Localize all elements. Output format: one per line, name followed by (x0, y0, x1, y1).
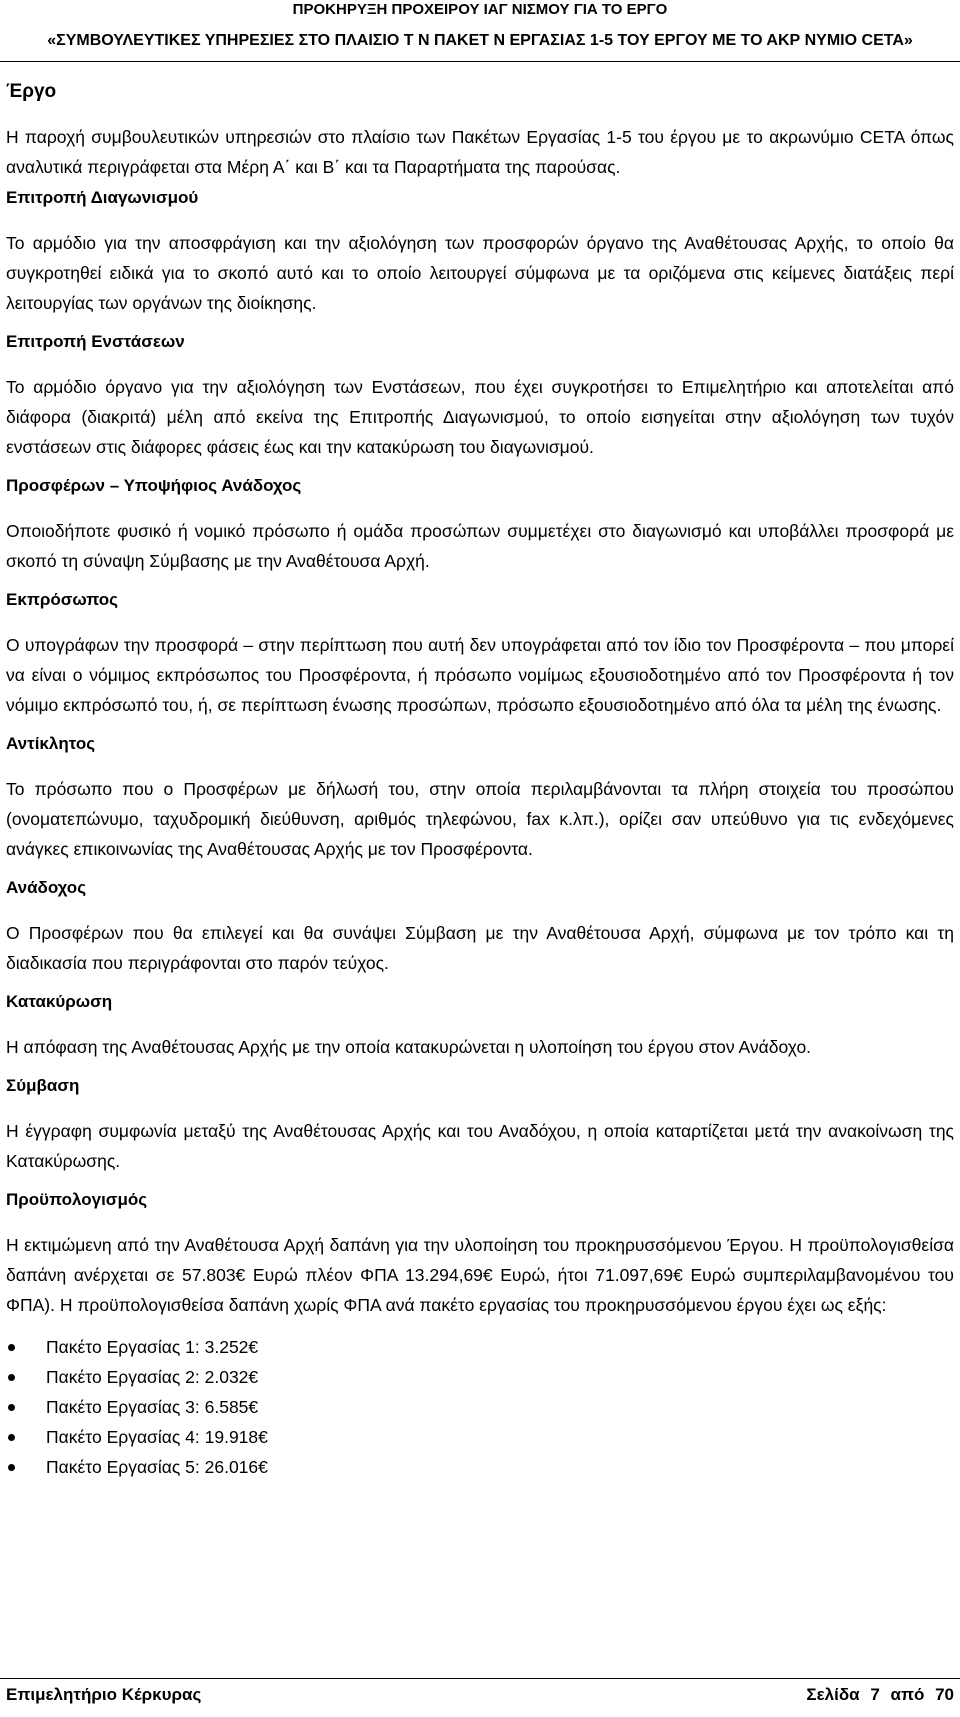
section-text-ergo: Η παροχή συμβουλευτικών υπηρεσιών στο πλαίσιο των Πακέτων Εργασίας 1-5 του έργου με το ακρωνύμιο CETA όπως αναλυτικά περιγράφεται στα Μέρη Α΄ και Β΄ και τα Παραρτήματα της παρούσας. (6, 127, 954, 177)
section-text-antikletos: Το πρόσωπο που ο Προσφέρων με δήλωσή του, στην οποία περιλαμβάνονται τα πλήρη στοιχεία του προσώπου (ονοματεπώνυμο, ταχυδρομική διεύθυνση, αριθμός τηλεφώνου, fax κ.λπ.), ορίζει σαν υπεύθυνο για τις ενδεχόμενες ανάγκες επικοινωνίας της Αναθέτουσας Αρχής με τον Προσφέροντα. (6, 779, 954, 859)
work-package-1: Πακέτο Εργασίας 1: 3.252€ (46, 1337, 259, 1357)
section-text-epitropi-diagonismou: Το αρμόδιο για την αποσφράγιση και την αξιολόγηση των προσφορών όργανο της Αναθέτουσας Αρχής, το οποίο θα συγκροτηθεί ειδικά για το σκοπό αυτό και το οποίο λειτουργεί σύμφωνα με τα οριζόμενα στις κείμενες διατάξεις περί λειτουργίας των οργάνων της διοίκησης. (6, 233, 954, 313)
section-title-proypologismos: Προϋπολογισμός (6, 1190, 148, 1209)
section-text-anadoxos: Ο Προσφέρων που θα επιλεγεί και θα συνάψει Σύμβαση με την Αναθέτουσα Αρχή, σύμφωνα με τον τρόπο και τη διαδικασία που περιγράφονται στο παρόν τεύχος. (6, 923, 954, 973)
section-title-epitropi-enstaseon: Επιτροπή Ενστάσεων (6, 332, 185, 351)
section-title-katakyrosi: Κατακύρωση (6, 992, 113, 1011)
bullet-icon (8, 1464, 15, 1471)
footer-divider (0, 1678, 960, 1679)
section-text-katakyrosi: Η απόφαση της Αναθέτουσας Αρχής με την οποία κατακυρώνεται η υλοποίηση του έργου στον Ανάδοχο. (6, 1037, 812, 1057)
document-body (6, 80, 954, 1482)
section-title-antikletos: Αντίκλητος (6, 734, 96, 753)
section-text-ekprosopos: Ο υπογράφων την προσφορά – στην περίπτωση που αυτή δεν υπογράφεται από τον ίδιο τον Προσφέροντα – που μπορεί να είναι ο νόμιμος εκπρόσωπος του Προσφέροντα, ή πρόσωπο νομίμως εξουσιοδοτημένο από τον Προσφέροντα ή τον νόμιμο εκπρόσωπό του, ή, σε περίπτωση ένωσης προσώπων, πρόσωπο εξουσιοδοτημένο από όλα τα μέλη της ένωσης. (6, 635, 954, 715)
list-item (6, 1392, 954, 1422)
list-item (6, 1452, 954, 1482)
work-package-5: Πακέτο Εργασίας 5: 26.016€ (46, 1457, 268, 1477)
header-title: ΠΡΟΚΗΡΥΞΗ ΠΡΟΧΕΙΡΟΥ ΙΑΓ ΝΙΣΜΟΥ ΓΙΑ ΤΟ ΕΡΓΟ (292, 1, 668, 18)
list-item (6, 1362, 954, 1392)
section-text-prosferon: Οποιοδήποτε φυσικό ή νομικό πρόσωπο ή ομάδα προσώπων συμμετέχει στο διαγωνισμό και υποβάλλει προσφορά με σκοπό τη σύναψη Σύμβασης με την Αναθέτουσα Αρχή. (6, 521, 954, 571)
header-divider (0, 61, 960, 62)
section-title-anadoxos: Ανάδοχος (6, 878, 87, 897)
footer-organization: Επιμελητήριο Κέρκυρας (6, 1685, 202, 1704)
section-text-symvasi: Η έγγραφη συμφωνία μεταξύ της Αναθέτουσας Αρχής και του Αναδόχου, η οποία καταρτίζεται μετά την ανακοίνωση της Κατακύρωσης. (6, 1121, 954, 1171)
work-package-4: Πακέτο Εργασίας 4: 19.918€ (46, 1427, 268, 1447)
header-subtitle: «ΣΥΜΒΟΥΛΕΥΤΙΚΕΣ ΥΠΗΡΕΣΙΕΣ ΣΤΟ ΠΛΑΙΣΙΟ Τ Ν ΠΑΚΕΤ Ν ΕΡΓΑΣΙΑΣ 1-5 ΤΟΥ ΕΡΓΟΥ ΜΕ ΤΟ ΑΚΡ ΝΥΜΙΟ CETA» (47, 32, 913, 49)
section-title-ekprosopos: Εκπρόσωπος (6, 590, 119, 609)
bullet-icon (8, 1434, 15, 1441)
bullet-icon (8, 1374, 15, 1381)
section-title-symvasi: Σύμβαση (6, 1076, 80, 1095)
list-item (6, 1422, 954, 1452)
work-package-3: Πακέτο Εργασίας 3: 6.585€ (46, 1397, 259, 1417)
list-item (6, 1332, 954, 1362)
section-title-epitropi-diagonismou: Επιτροπή Διαγωνισμού (6, 188, 199, 207)
section-title-ergo: Έργο (6, 81, 57, 102)
section-text-proypologismos: Η εκτιμώμενη από την Αναθέτουσα Αρχή δαπάνη για την υλοποίηση του προκηρυσσόμενου Έργου. Η προϋπολογισθείσα δαπάνη ανέρχεται σε 57.803€ Ευρώ πλέον ΦΠΑ 13.294,69€ Ευρώ, ήτοι 71.097,69€ Ευρώ συμπεριλαμβανομένου του ΦΠΑ). Η προϋπολογισθείσα δαπάνη χωρίς ΦΠΑ ανά πακέτο εργασίας του προκηρυσσόμενου έργου έχει ως εξής: (6, 1235, 954, 1315)
work-package-2: Πακέτο Εργασίας 2: 2.032€ (46, 1367, 259, 1387)
page-header (0, 0, 960, 50)
footer-page-number: Σελίδα 7 από 70 (806, 1685, 954, 1704)
section-text-epitropi-enstaseon: Το αρμόδιο όργανο για την αξιολόγηση των Ενστάσεων, που έχει συγκροτήσει το Επιμελητήριο και αποτελείται από διάφορα (διακριτά) μέλη από εκείνα της Επιτροπής Διαγωνισμού, το οποίο εισηγείται στην αξιολόγηση των τυχόν ενστάσεων στις διάφορες φάσεις έως και την κατακύρωση του διαγωνισμού. (6, 377, 954, 457)
section-title-prosferon: Προσφέρων – Υποψήφιος Ανάδοχος (6, 476, 302, 495)
bullet-icon (8, 1344, 15, 1351)
bullet-icon (8, 1404, 15, 1411)
work-package-list (6, 1332, 954, 1482)
